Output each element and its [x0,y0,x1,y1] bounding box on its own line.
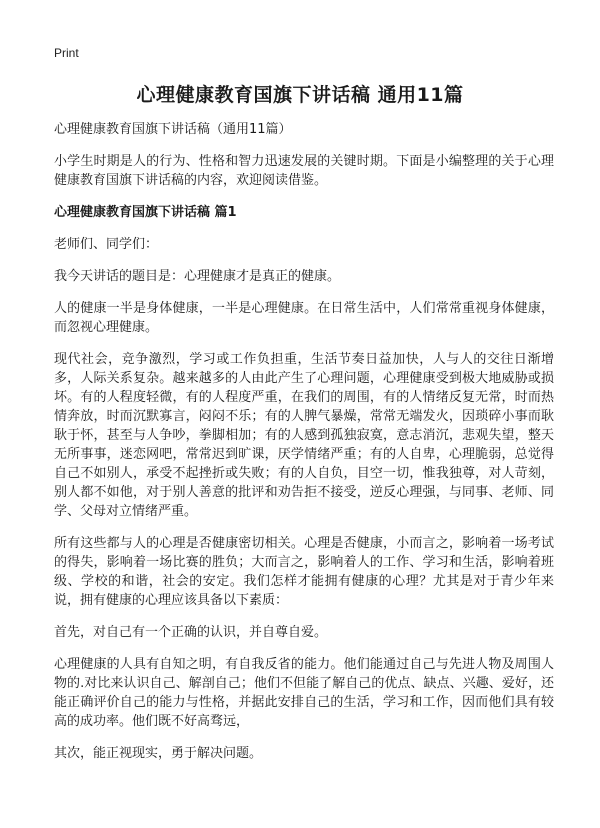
body-paragraph: 所有这些都与人的心理是否健康密切相关。心理是否健康，小而言之，影响着一场考试的得失，影响着一场比赛的胜负；大而言之，影响着人的工作、学习和生活，影响着班级、学校的和谐，社会的安定。我们怎样才能拥有健康的心理？尤其是对于青少年来说，拥有健康的心理应该具备以下素质： [54,536,554,608]
print-label: Print [54,46,79,60]
intro-paragraph: 小学生时期是人的行为、性格和智力迅速发展的关键时期。下面是小编整理的关于心理健康教育国旗下讲话稿的内容，欢迎阅读借鉴。 [54,154,554,188]
document-subtitle: 心理健康教育国旗下讲话稿（通用11篇） [54,122,292,137]
body-paragraph: 我今天讲话的题目是：心理健康才是真正的健康。 [54,269,341,284]
body-paragraph: 首先，对自己有一个正确的认识，并自尊自爱。 [54,625,328,640]
body-paragraph: 现代社会，竞争激烈，学习或工作负担重，生活节奏日益加快，人与人的交往日渐增多，人际关系复杂。越来越多的人由此产生了心理问题，心理健康受到极大地威胁或损坏。有的人程度轻微，有的人程度严重，在我们的周围，有的人情绪反复无常，时而热情奔放，时而沉默寡言，闷闷不乐；有的人脾气暴燥，常常无端发火，因琐碎小事而耿耿于怀，甚至与人争吵，拳脚相加；有的人感到孤独寂寞，意志消沉，悲观失望，整天无所事事，迷恋网吧，常常迟到旷课，厌学情绪严重；有的人自卑，心理脆弱，总觉得自己不如别人，承受不起挫折或失败；有的人自负，目空一切，惟我独尊，对人苛刻，别人都不如他，对于别人善意的批评和劝告拒不接受，逆反心理强，与同事、老师、同学、父母对立情绪严重。 [54,352,554,519]
body-paragraph: 心理健康的人具有自知之明，有自我反省的能力。他们能通过自己与先进人物及周围人物的.对比来认识自己、解剖自己；他们不但能了解自己的优点、缺点、兴趣、爱好，还能正确评价自己的能力与性格，并据此安排自己的生活，学习和工作，因而他们具有较高的成功率。他们既不好高骛远， [54,657,554,729]
body-paragraph: 其次，能正视现实，勇于解决问题。 [54,746,263,761]
section-heading: 心理健康教育国旗下讲话稿 篇1 [54,205,237,220]
body-paragraph: 老师们、同学们： [54,237,159,252]
page-title: 心理健康教育国旗下讲话稿 通用11篇 [136,84,464,106]
body-paragraph: 人的健康一半是身体健康，一半是心理健康。在日常生活中，人们常常重视身体健康，而忽视心理健康。 [54,301,554,335]
document-body [54,120,554,776]
